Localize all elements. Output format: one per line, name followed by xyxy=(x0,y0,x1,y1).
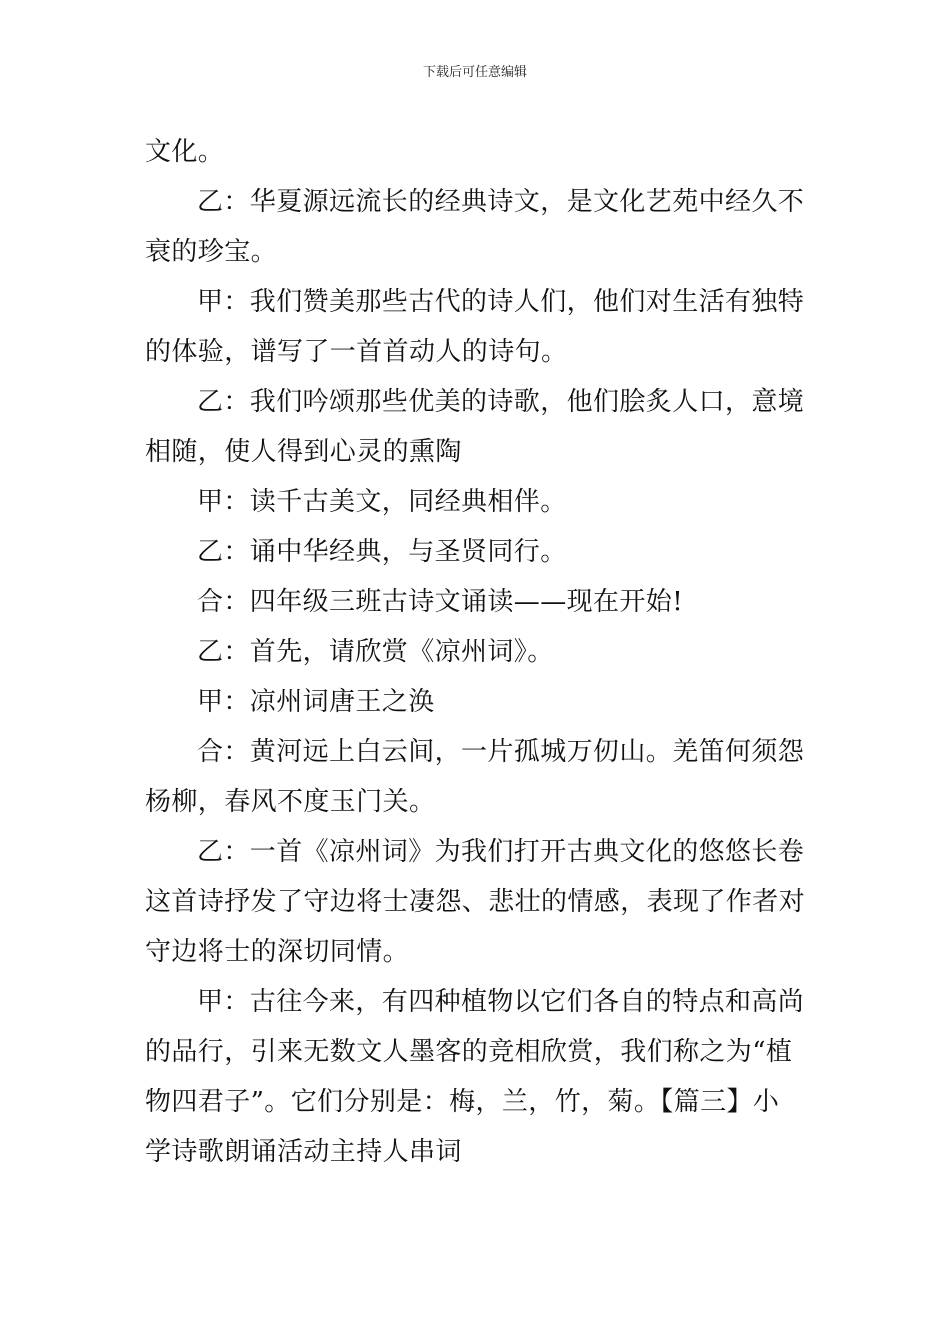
text-line: 相随，使人得到心灵的熏陶 xyxy=(145,437,462,467)
text-line: 合：四年级三班古诗文诵读——现在开始! xyxy=(197,587,684,617)
text-line: 乙：我们吟颂那些优美的诗歌，他们脍炙人口，意境 xyxy=(197,387,805,417)
page-header-note: 下载后可任意编辑 xyxy=(422,65,527,80)
text-line: 乙：华夏源远流长的经典诗文，是文化艺苑中经久不 xyxy=(197,187,805,217)
text-line: 物四君子”。它们分别是：梅，兰，竹，菊。【篇三】小 xyxy=(145,1087,780,1117)
text-line: 乙：诵中华经典，与圣贤同行。 xyxy=(197,537,567,567)
text-line: 甲：我们赞美那些古代的诗人们，他们对生活有独特 xyxy=(197,287,805,317)
text-line: 杨柳，春风不度玉门关。 xyxy=(145,787,436,817)
text-line: 这首诗抒发了守边将士凄怨、悲壮的情感，表现了作者对 xyxy=(145,887,806,917)
text-line: 的体验，谱写了一首首动人的诗句。 xyxy=(145,337,568,367)
text-line: 甲：凉州词唐王之涣 xyxy=(197,687,435,717)
text-line: 乙：首先，请欣赏《凉州词》。 xyxy=(197,637,554,667)
text-line: 守边将士的深切同情。 xyxy=(145,937,410,967)
text-line: 合：黄河远上白云间，一片孤城万仞山。羌笛何须怨 xyxy=(197,737,805,767)
text-line: 甲：读千古美文，同经典相伴。 xyxy=(197,487,567,517)
text-line: 甲：古往今来，有四种植物以它们各自的特点和高尚 xyxy=(197,987,805,1017)
text-line: 的品行，引来无数文人墨客的竞相欣赏，我们称之为“植 xyxy=(145,1037,793,1067)
text-line: 学诗歌朗诵活动主持人串词 xyxy=(145,1137,462,1167)
document-body xyxy=(145,127,810,1177)
text-line: 文化。 xyxy=(145,137,225,167)
text-line: 乙：一首《凉州词》为我们打开古典文化的悠悠长卷 xyxy=(197,837,805,867)
text-line: 衰的珍宝。 xyxy=(145,237,278,267)
